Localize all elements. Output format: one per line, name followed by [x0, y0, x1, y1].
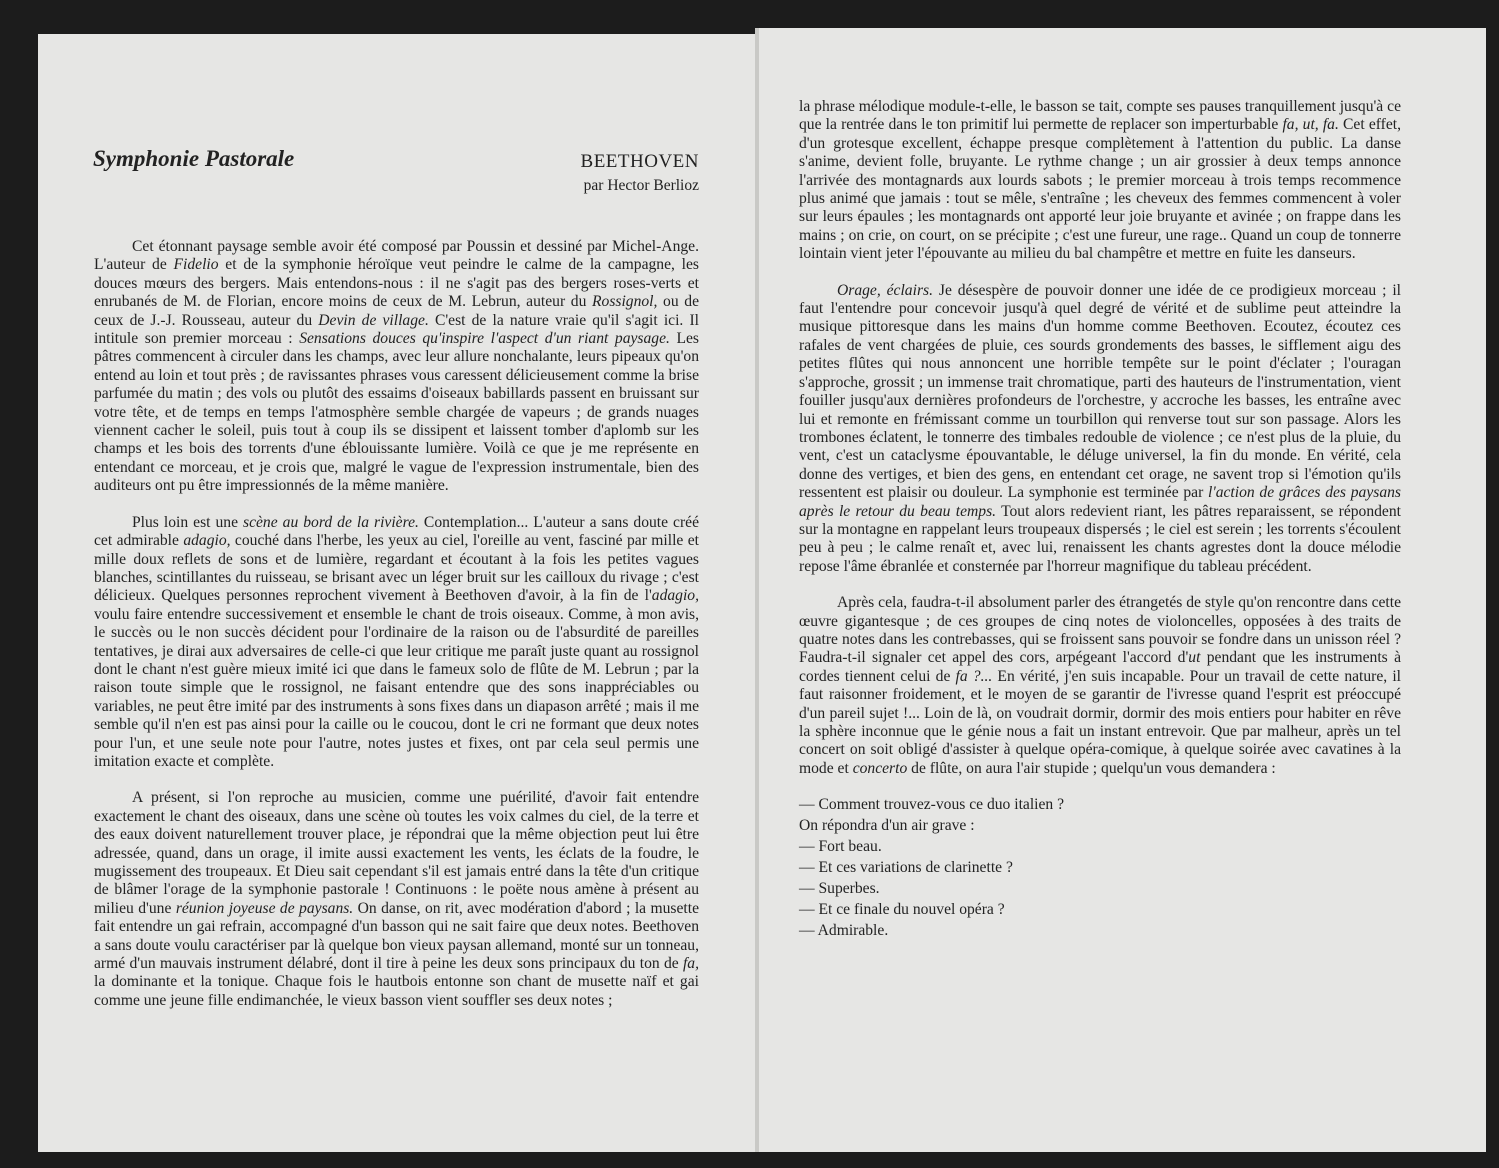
dialogue-line: — Admirable.	[799, 921, 889, 939]
italic-term: adagio,	[651, 587, 699, 605]
dialogue-line: — Comment trouvez-vous ce duo italien ?	[799, 796, 1065, 814]
dialogue-block	[799, 796, 1401, 940]
italic-term: l'action de grâces des paysans après le retour du beau temps.	[799, 484, 1401, 520]
paragraph: Cet étonnant paysage semble avoir été composé par Poussin et dessiné par Michel-Ange. L'auteur de Fidelio et de la symphonie héroïque veut peindre le calme de la campagne, les douces mœurs des bergers. Mais entendons-nous : il ne s'agit pas des bergers roses-verts et enrubanés de M. de Florian, encore moins de ceux de M. Lebrun, auteur du Rossignol, ou de ceux de J.-J. Rousseau, auteur du Devin de village. C'est de la nature vraie qu'il s'agit ici. Il intitule son premier morceau : Sensations douces qu'inspire l'aspect d'un riant paysage. Les pâtres commencent à circuler dans les champs, avec leur allure nonchalante, leurs pipeaux qu'on entend au loin et tout près ; de ravissantes phrases vous caressent délicieusement comme la brise parfumée du matin ; des vols ou plutôt des essaims d'oiseaux babillards passent en bruissant sur votre tête, et de temps en temps l'atmosphère semble chargée de vapeurs ; de grands nuages viennent cacher le soleil, puis tout à coup ils se dissipent et laissent tomber d'aplomb sur les champs et les bois des torrents d'une éblouissante lumière. Voilà ce que je me représente en entendant ce morceau, et je crois que, malgré le vague de l'expression instrumentale, bien des auditeurs ont pu être impressionnés de la même manière.	[94, 238, 699, 495]
italic-term: réunion joyeuse de paysans.	[175, 899, 354, 917]
dialogue-line: — Superbes.	[799, 879, 880, 897]
italic-term: scène au bord de la rivière.	[243, 513, 419, 531]
italic-term: Devin de village.	[318, 311, 429, 329]
byline: par Hector Berlioz	[583, 177, 699, 194]
italic-term: fa,	[682, 955, 699, 973]
right-page	[759, 28, 1486, 1152]
left-page	[38, 34, 757, 1152]
dialogue-line: — Et ce finale du nouvel opéra ?	[799, 900, 1005, 918]
italic-term: fa ?...	[955, 667, 993, 685]
italic-term: ut	[1188, 649, 1201, 667]
italic-term: fa, ut, fa.	[1282, 116, 1339, 134]
paragraph: Orage, éclairs. Je désespère de pouvoir donner une idée de ce prodigieux morceau ; il faut l'entendre pour concevoir jusqu'à quel degré de vérité et de sublime peut atteindre la musique pittoresque dans les mains d'un homme comme Beethoven. Ecoutez, écoutez ces rafales de vent chargées de pluie, ces sourds grondements des basses, le sifflement aigu des petites flûtes qui nous annoncent une horrible tempête sur le point d'éclater ; l'ouragan s'approche, grossit ; un immense trait chromatique, parti des hauteurs de l'instrumentation, vient fouiller jusqu'aux dernières profondeurs de l'orchestre, y accroche les basses, les entraîne avec lui et remonte en frémissant comme un tourbillon qui renverse tout sur son passage. Alors les trombones éclatent, le tonnerre des timbales redouble de violence ; ce n'est plus de la pluie, du vent, c'est un cataclysme épouvantable, le déluge universel, la fin du monde. En vérité, cela donne des vertiges, et bien des gens, en entendant cet orage, ne savent trop si l'émotion qu'ils ressentent est plaisir ou douleur. La symphonie est terminée par l'action de grâces des paysans après le retour du beau temps. Tout alors redevient riant, les pâtres reparaissent, se répondent sur la montagne en rappelant leurs troupeaux dispersés ; le ciel est serein ; les torrents s'écoulent peu à peu ; le calme renaît et, avec lui, renaissent les chants agrestes dont la douce mélodie repose l'âme ébranlée et consternée par l'horreur magnifique du tableau précédent.	[799, 281, 1402, 575]
composer-name: BEETHOVEN	[580, 151, 699, 172]
paragraph: A présent, si l'on reproche au musicien, comme une puérilité, d'avoir fait entendre exactement le chant des oiseaux, dans une scène où toutes les voix calmes du ciel, de la terre et des eaux doivent naturellement trouver place, je répondrai que la même objection peut lui être adressée, quand, dans un orage, il imite aussi exactement les vents, les éclats de la foudre, le mugissement des troupeaux. Et Dieu sait cependant s'il est jamais entré dans la tête d'un critique de blâmer l'orage de la symphonie pastorale ! Continuons : le poëte nous amène à présent au milieu d'une réunion joyeuse de paysans. On danse, on rit, avec modération d'abord ; la musette fait entendre un gai refrain, accompagné d'un basson qui ne sait faire que deux notes. Beethoven a sans doute voulu caractériser par là quelque bon vieux paysan allemand, monté sur un tonneau, armé d'un mauvais instrument délabré, dont il tire à peine les deux sons principaux du ton de fa, la dominante et la tonique. Chaque fois le hautbois entonne son chant de musette naïf et gai comme une jeune fille endimanchée, le vieux basson vient souffler ses deux notes ;	[94, 789, 700, 1009]
italic-term: Orage, éclairs.	[837, 281, 933, 299]
italic-term: adagio,	[183, 532, 231, 550]
paragraph: la phrase mélodique module-t-elle, le basson se tait, compte ses pauses tranquillement jusqu'à ce que la rentrée dans le ton primitif lui permette de replacer son imperturbable fa, ut, fa. Cet effet, d'un grotesque excellent, échappe presque complètement à l'attention du public. La danse s'anime, devient folle, bruyante. Le rythme change ; un air grossier à deux temps annonce l'arrivée des montagnards aux lourds sabots ; le premier morceau à trois temps recommence plus animé que jamais : tout se mêle, s'entraîne ; les cheveux des femmes commencent à voler sur leurs épaules ; les montagnards ont apporté leur joie bruyante et avinée ; on frappe dans les mains ; on crie, on court, on se précipite ; c'est une fureur, une rage.. Quand un coup de tonnerre lointain vient jeter l'épouvante au milieu du bal champêtre et mettre en fuite les danseurs.	[799, 98, 1401, 263]
paragraph: Après cela, faudra-t-il absolument parler des étrangetés de style qu'on rencontre dans cette œuvre gigantesque ; de ces groupes de cinq notes de violoncelles, opposées à des traits de quatre notes dans les contrebasses, qui se froissent sans pouvoir se fondre dans un unisson réel ? Faudra-t-il signaler cet appel des cors, arpégeant l'accord d'ut pendant que les instruments à cordes tiennent celui de fa ?... En vérité, j'en suis incapable. Pour un travail de cette nature, il faut raisonner froidement, et le moyen de se garantir de l'ivresse quand l'esprit est préoccupé d'un pareil sujet !... Loin de là, on voudrait dormir, dormir des mois entiers pour habiter en rêve la sphère inconnue que le génie nous a fait un instant entrevoir. Que par malheur, après un tel concert on soit obligé d'assister à quelque opéra-comique, à quelque soirée avec cavatines à la mode et concerto de flûte, on aura l'air stupide ; quelqu'un vous demandera :	[799, 594, 1401, 777]
italic-term: Rossignol,	[592, 293, 658, 311]
dialogue-line: — Et ces variations de clarinette ?	[799, 858, 1013, 876]
dialogue-line: On répondra d'un air grave :	[799, 817, 975, 835]
italic-term: Sensations douces qu'inspire l'aspect d'un riant paysage.	[299, 330, 670, 348]
left-column	[94, 238, 699, 1028]
article-title: Symphonie Pastorale	[93, 146, 295, 171]
italic-term: concerto	[852, 759, 908, 777]
paragraph: Plus loin est une scène au bord de la rivière. Contemplation... L'auteur a sans doute créé cet admirable adagio, couché dans l'herbe, les yeux au ciel, l'oreille au vent, fasciné par mille et mille doux reflets de sons et de lumière, regardant et écoutant à la fois les petites vagues blanches, scintillantes du ruisseau, se brisant avec un léger bruit sur les cailloux du rivage ; c'est délicieux. Quelques personnes reprochent vivement à Beethoven d'avoir, à la fin de l'adagio, voulu faire entendre successivement et ensemble le chant de trois oiseaux. Comme, à mon avis, le succès ou le non succès décident pour l'ordinaire de la raison ou de l'absurdité de pareilles tentatives, je dirai aux adversaires de celle-ci que leur critique me paraît juste quant au rossignol dont le chant n'est guère mieux imité ici que dans le fameux solo de flûte de M. Lebrun ; par la raison toute simple que le rossignol, ne faisant entendre que des sons inappréciables ou variables, ne peut être imité par des instruments à sons fixes dans un diapason arrêté ; mais il me semble qu'il n'en est pas ainsi pour la caille ou le coucou, dont le cri ne formant que deux notes pour l'un, et une seule note pour l'autre, notes justes et fixes, ont par cela seul permis une imitation exacte et complète.	[94, 513, 700, 770]
dialogue-line: — Fort beau.	[799, 838, 882, 856]
italic-term: Fidelio	[173, 256, 219, 274]
right-column	[799, 98, 1401, 943]
